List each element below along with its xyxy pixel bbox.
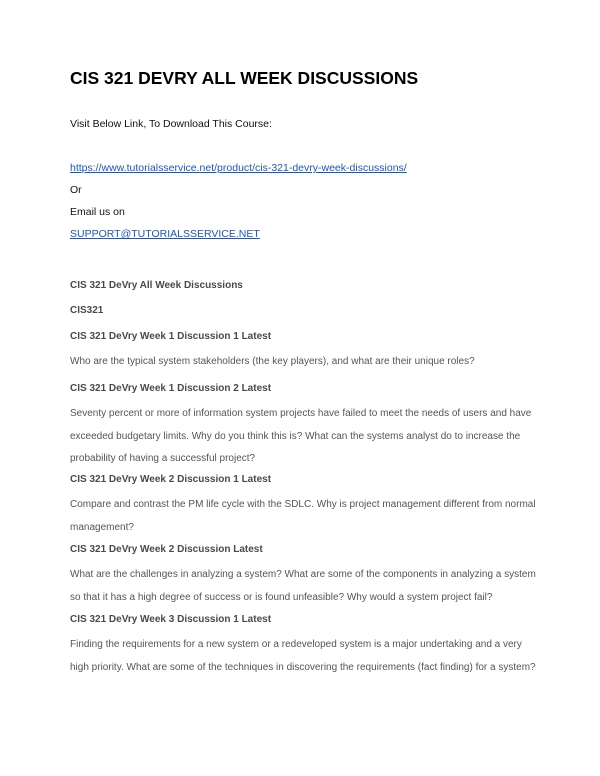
course-code: CIS321 (70, 305, 104, 316)
section-heading: CIS 321 DeVry Week 2 Discussion 1 Latest (70, 474, 272, 485)
email-label: Email us on (70, 206, 125, 218)
download-link[interactable]: https://www.tutorialsservice.net/product/cis-321-devry-week-discussions/ (70, 162, 407, 174)
visit-text: Visit Below Link, To Download This Course: (70, 118, 272, 130)
download-link-line (70, 162, 407, 174)
section-body: Seventy percent or more of information system projects have failed to meet the needs of users and have exceeded budgetary limits. Why do you think this is? What can the systems analyst do to increase the probability of having a successful project? (70, 408, 532, 464)
section-body: What are the challenges in analyzing a system? What are some of the components in analyzing a system so that it has a high degree of success or is found unfeasible? Why would a system project fail? (70, 569, 536, 603)
section-body: Who are the typical system stakeholders (the key players), and what are their unique roles? (70, 356, 475, 367)
section-heading: CIS 321 DeVry Week 1 Discussion 2 Latest (70, 383, 272, 394)
email-link-line (70, 228, 260, 240)
section-body: Compare and contrast the PM life cycle with the SDLC. Why is project management different from normal management? (70, 499, 536, 533)
section-heading: CIS 321 DeVry Week 1 Discussion 1 Latest (70, 331, 272, 342)
email-link[interactable]: SUPPORT@TUTORIALSSERVICE.NET (70, 228, 260, 240)
section-body: Finding the requirements for a new system or a redeveloped system is a major undertaking and a very high priority. What are some of the techniques in discovering the requirements (fact finding) for a system? (70, 639, 536, 673)
or-text: Or (70, 184, 82, 196)
content-heading: CIS 321 DeVry All Week Discussions (70, 280, 243, 291)
section-heading: CIS 321 DeVry Week 3 Discussion 1 Latest (70, 614, 272, 625)
page-title: CIS 321 DEVRY ALL WEEK DISCUSSIONS (70, 68, 419, 88)
section-heading: CIS 321 DeVry Week 2 Discussion Latest (70, 544, 263, 555)
